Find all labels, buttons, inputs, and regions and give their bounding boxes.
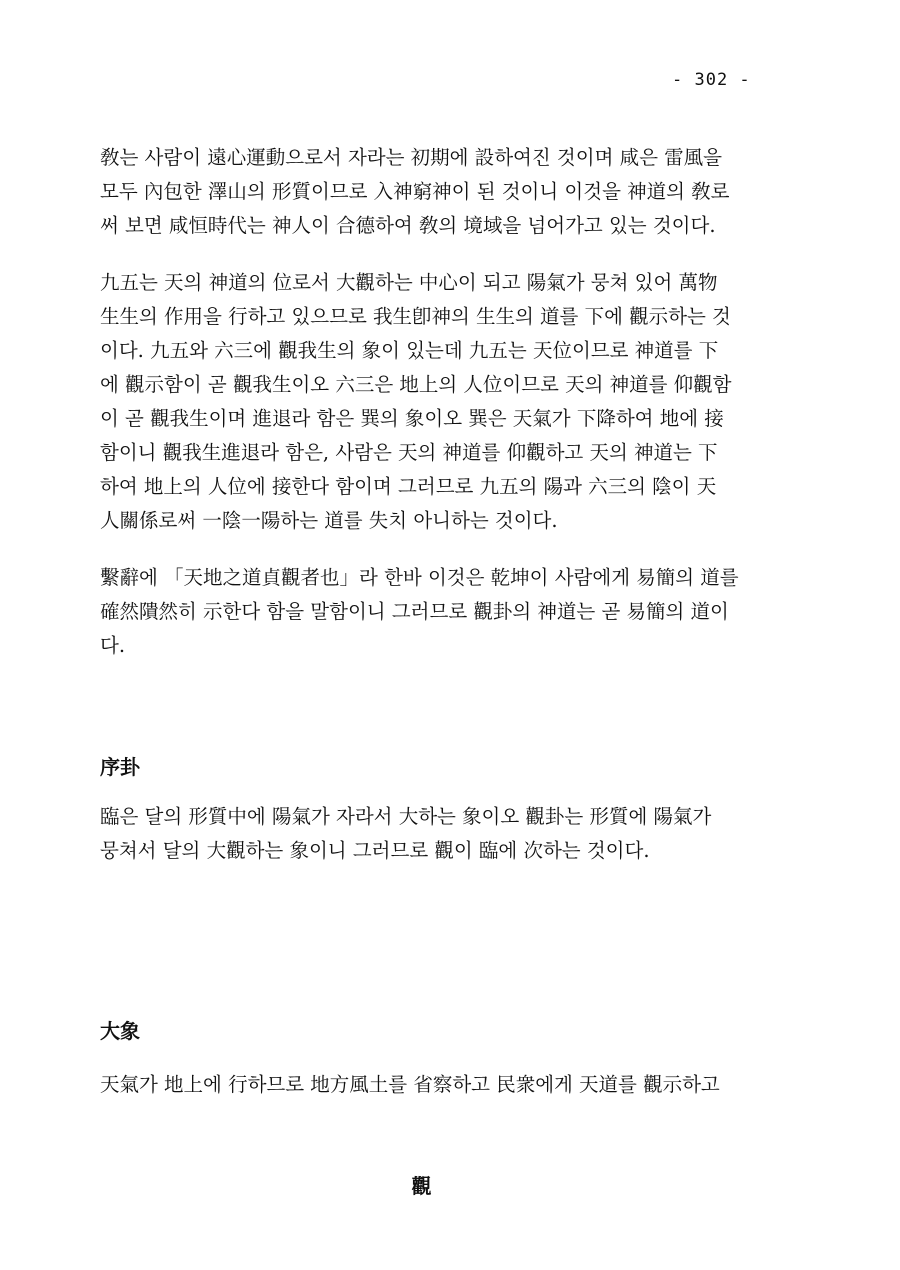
text-line: 이 곧 觀我生이며 進退라 함은 巽의 象이오 巽은 天氣가 下降하여 地에 接 [100,407,724,430]
text-line: 하여 地上의 人位에 接한다 함이며 그러므로 九五의 陽과 六三의 陰이 天 [100,475,717,498]
text-line: 모두 內包한 澤山의 形質이므로 入神窮神이 된 것이니 이것을 神道의 敎로 [100,180,730,203]
text-line: 確然隤然히 示한다 함을 말함이니 그러므로 觀卦의 神道는 곧 易簡의 道이 [100,600,729,623]
section-heading-daxiang: 大象 [100,1019,140,1043]
text-line: 써 보면 咸恒時代는 神人이 合德하여 敎의 境域을 넘어가고 있는 것이다. [100,214,716,237]
page-number: - 302 - [672,70,751,90]
text-line: 人關係로써 一陰一陽하는 道를 失치 아니하는 것이다. [100,509,558,532]
paragraph-4 [100,800,760,868]
text-line: 敎는 사람이 遠心運動으로서 자라는 初期에 設하여진 것이며 咸은 雷風을 [100,146,722,169]
text-line: 에 觀示함이 곧 觀我生이오 六三은 地上의 人位이므로 天의 神道를 仰觀함 [100,373,732,396]
paragraph-5 [100,1068,760,1102]
text-line: 生生의 作用을 行하고 있으므로 我生卽神의 生生의 道를 下에 觀示하는 것 [100,305,731,328]
paragraph-2 [100,266,760,538]
text-line: 함이니 觀我生進退라 함은, 사람은 天의 神道를 仰觀하고 天의 神道는 下 [100,441,718,464]
text-line: 뭉쳐서 달의 大觀하는 象이니 그러므로 觀이 臨에 次하는 것이다. [100,839,650,862]
text-line: 天氣가 地上에 行하므로 地方風土를 省察하고 民衆에게 天道를 觀示하고 [100,1073,720,1096]
text-line: 이다. 九五와 六三에 觀我生의 象이 있는데 九五는 天位이므로 神道를 下 [100,339,719,362]
text-line: 臨은 달의 形質中에 陽氣가 자라서 大하는 象이오 觀卦는 形質에 陽氣가 [100,805,712,828]
text-line: 繫辭에 「天地之道貞觀者也」라 한바 이것은 乾坤이 사람에게 易簡의 道를 [100,566,739,589]
section-heading-xugua: 序卦 [100,755,140,779]
paragraph-3 [100,561,760,663]
text-line: 다. [100,634,126,657]
text-line: 九五는 天의 神道의 位로서 大觀하는 中心이 되고 陽氣가 뭉쳐 있어 萬物 [100,271,718,294]
footer-hexagram-title: 觀 [411,1174,432,1198]
paragraph-1 [100,141,760,243]
